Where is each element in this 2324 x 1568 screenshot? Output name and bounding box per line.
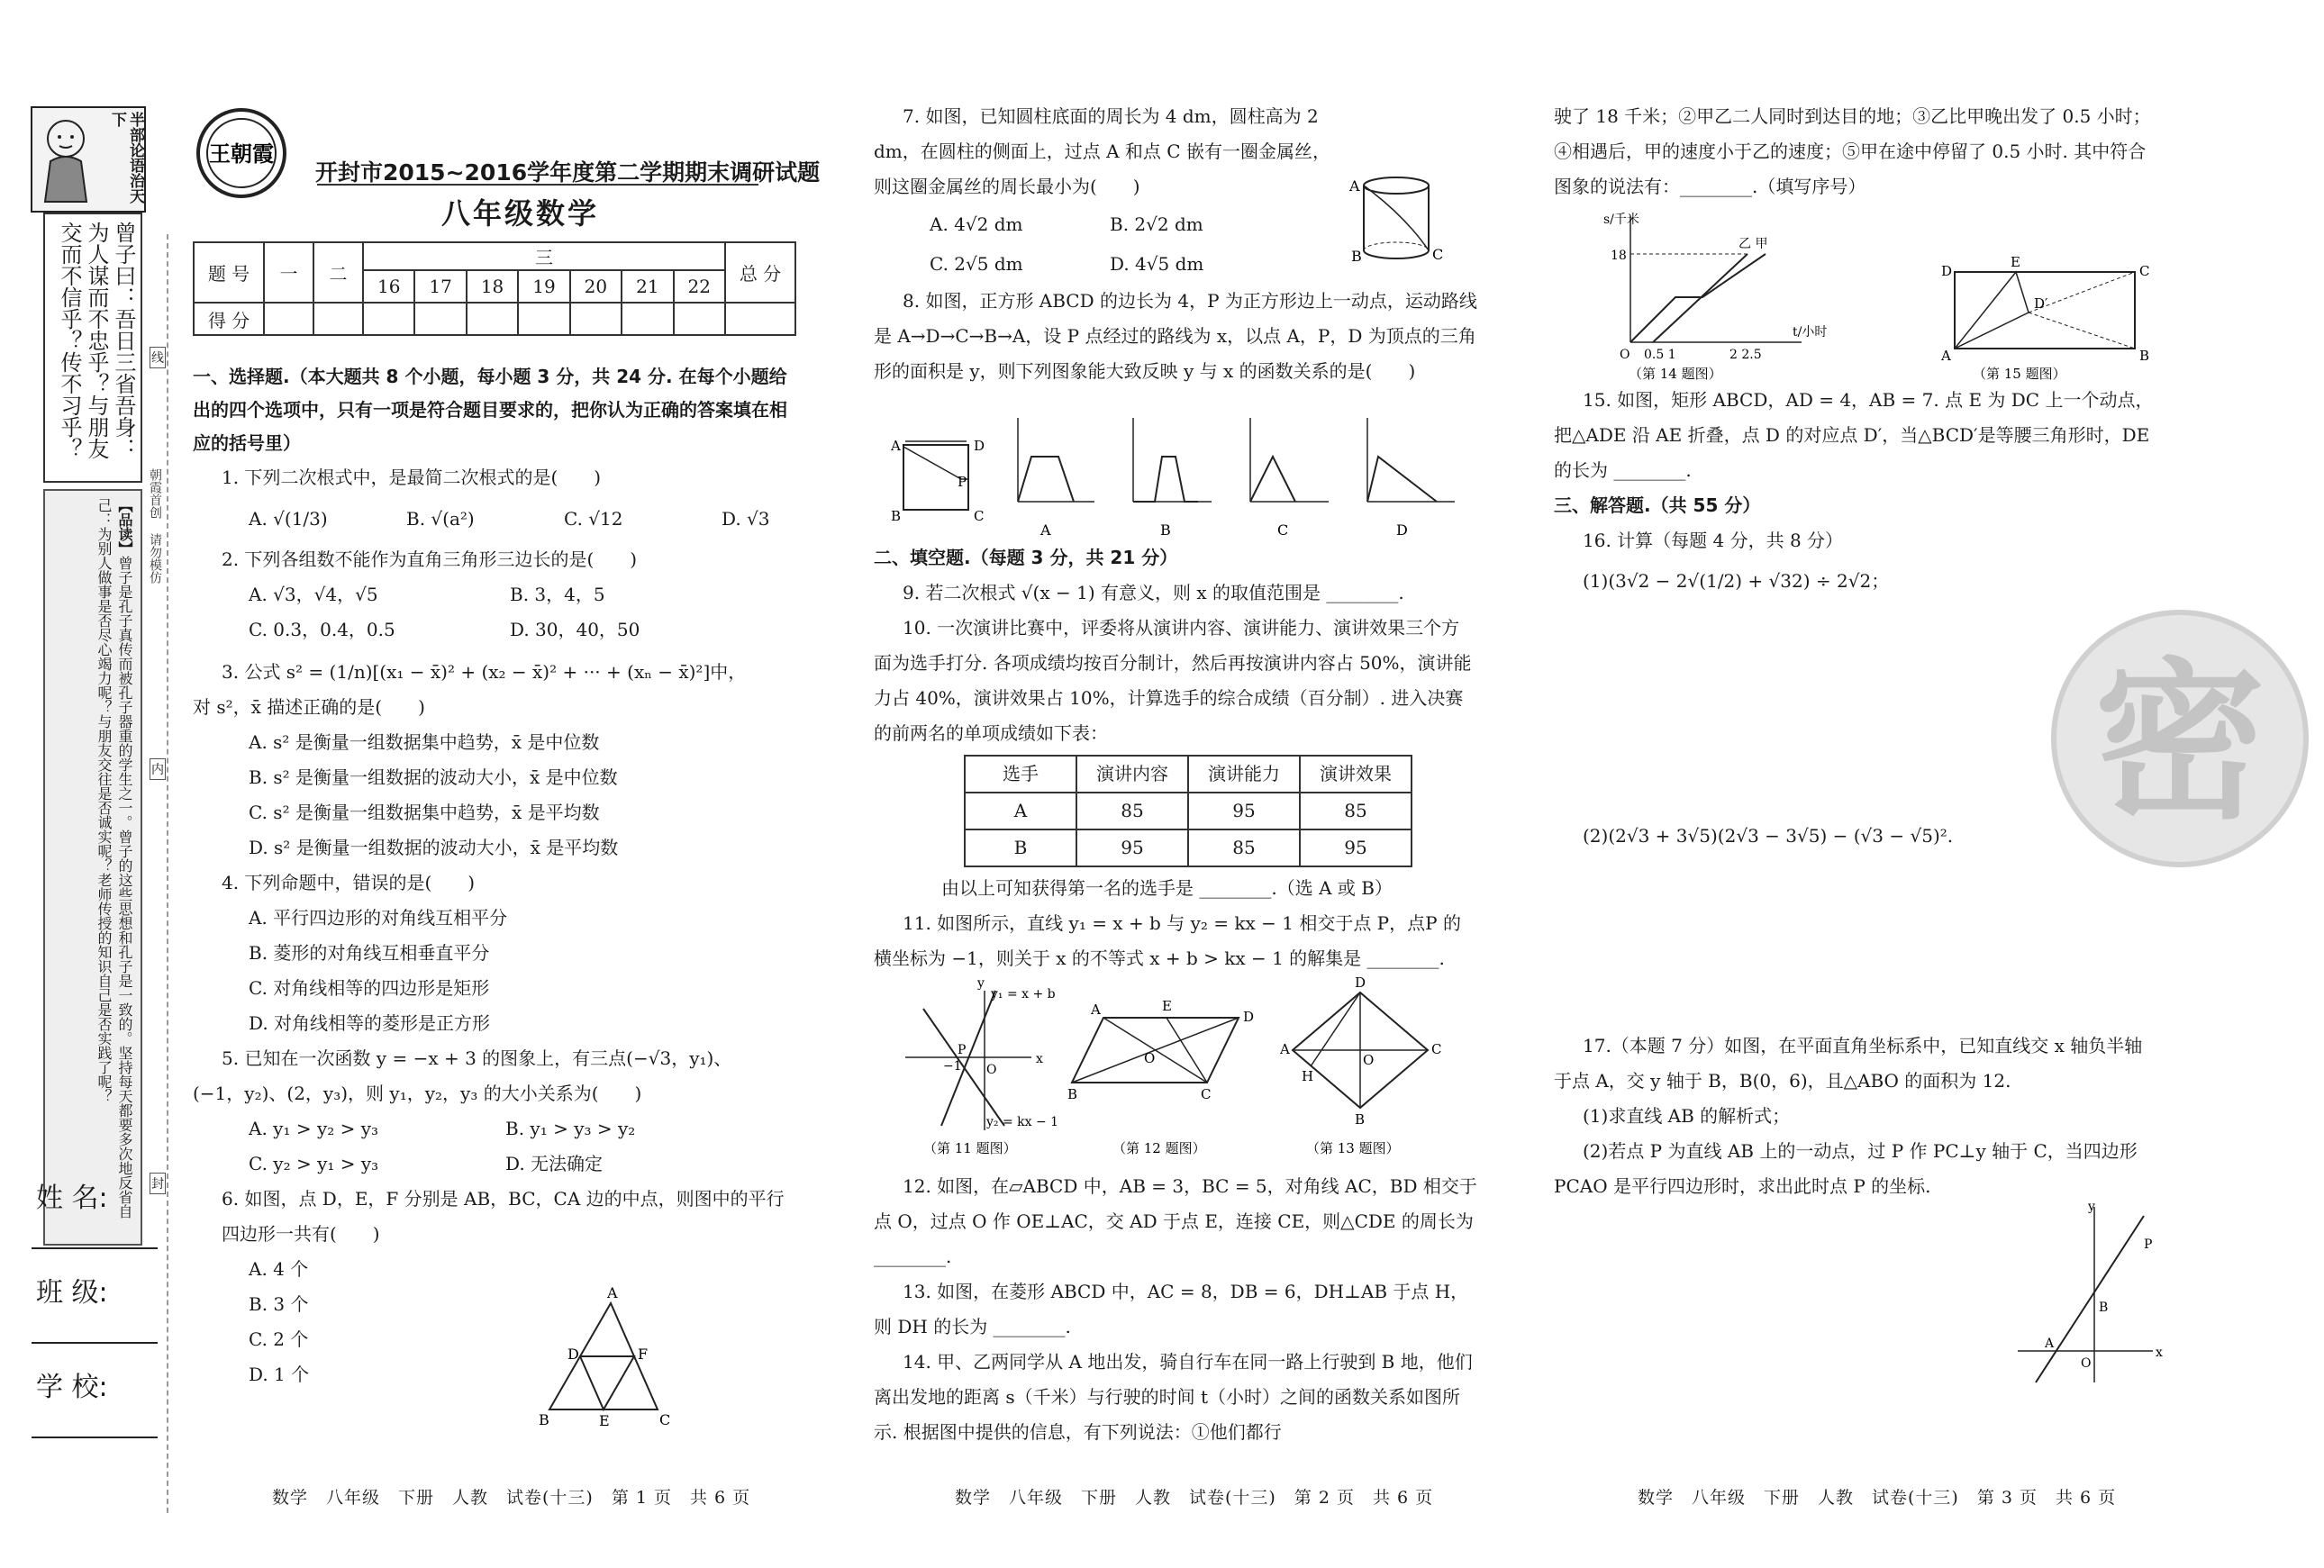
q8: 8. 如图，正方形 ABCD 的边长为 4，P 为正方形边上一动点，运动路线是 A→D→C→B→A，设 P 点经过的路线为 x，以点 A，P，D 为顶点的三角形的面积是 y，则下列图象能大致反映 y 与 x 的函数关系的是( ) [874, 290, 1477, 382]
svg-text:C: C [2139, 263, 2150, 279]
svg-text:D: D [1243, 1009, 1255, 1025]
binding-line [167, 234, 168, 1513]
svg-text:x: x [1036, 1052, 1043, 1066]
svg-text:A: A [1349, 177, 1360, 195]
score-row-label: 得 分 [194, 303, 264, 335]
score-cell[interactable] [725, 303, 795, 335]
q14-continued: 驶了 18 千米；②甲乙二人同时到达目的地；③乙比甲晚出发了 0.5 小时；④相遇后，甲的速度小于乙的速度；⑤甲在途中停留了 0.5 小时. 其中符合图象的说法有：________.（填写序号） [1554, 105, 2151, 197]
page1-column [193, 360, 796, 1392]
q1-option: B. √(a²) [406, 507, 475, 530]
in-mark: 内 [150, 758, 166, 780]
zengzi-quote-box [43, 213, 142, 483]
q1-option: C. √12 [564, 507, 623, 530]
q5-continued: (−1，y₂)、(2，y₃)，则 y₁，y₂，y₃ 的大小关系为( ) [193, 1083, 642, 1104]
page3-column [1554, 99, 2157, 204]
svg-text:P: P [958, 474, 967, 490]
q9: 9. 若二次根式 √(x − 1) 有意义，则 x 的取值范围是 ________. [903, 582, 1404, 603]
q2-option: C. 0.3，0.4，0.5 [249, 619, 395, 640]
page2-lower [874, 1169, 1477, 1450]
svg-text:A: A [1280, 1041, 1290, 1057]
svg-text:y₁ = x + b: y₁ = x + b [991, 987, 1056, 1002]
name-field[interactable] [32, 1247, 158, 1249]
zengzi-quote: 曾子曰：吾日三省吾身：为人谋而不忠乎？与朋友交而不信乎？传不习乎？ [57, 222, 136, 459]
svg-text:B: B [1067, 1086, 1078, 1102]
q5: 5. 已知在一次函数 y = −x + 3 的图象上，有三点(−√3，y₁)、 [222, 1047, 732, 1069]
q5-option: C. y₂ > y₁ > y₃ [249, 1153, 379, 1174]
section-1-heading: 一、选择题.（本大题共 8 个小题，每小题 3 分，共 24 分. 在每个小题给出的四个选项中，只有一项是符合题目要求的，把你认为正确的答案填在相应的括号里） [193, 366, 787, 454]
q16-part2: (2)(2√3 + 3√5)(2√3 − 3√5) − (√3 − √5)². [1583, 825, 1954, 847]
svg-text:O: O [1144, 1050, 1156, 1066]
svg-text:A: A [1941, 348, 1951, 364]
svg-text:A: A [891, 438, 901, 454]
graph-option-D [1367, 418, 1455, 539]
q1-option: A. √(1/3) [249, 507, 328, 530]
score-cell[interactable] [264, 303, 313, 335]
q14-15-figures [1603, 207, 2180, 383]
line-mark: 线 [150, 347, 166, 368]
q4: 4. 下列命题中，错误的是( ) [222, 872, 476, 893]
q10-score-table [964, 755, 1412, 867]
page1-footer: 数学 八年级 下册 人教 试卷(十三) 第 1 页 共 6 页 [272, 1488, 751, 1508]
feng-mark: 封 [150, 1173, 166, 1194]
score-q18: 18 [467, 270, 518, 303]
page2-footer: 数学 八年级 下册 人教 试卷(十三) 第 2 页 共 6 页 [955, 1488, 1434, 1508]
brand-logo [187, 104, 313, 203]
q7-option: C. 2√5 dm [930, 253, 1023, 275]
q1: 1. 下列二次根式中，是最简二次根式的是( ) [222, 467, 602, 488]
fig11 [905, 976, 1058, 1156]
q10-cell: 95 [1076, 829, 1188, 866]
caption-12: （第 12 题图） [1112, 1140, 1206, 1156]
q6-option: D. 1 个 [249, 1364, 310, 1385]
q10-header: 演讲效果 [1300, 756, 1412, 793]
exam-title: 开封市2015~2016学年度第二学期期末调研试题 [315, 159, 821, 186]
q17: 17.（本题 7 分）如图，在平面直角坐标系中，已知直线交 x 轴负半轴于点 A，交 y 轴于 B，B(0，6)，且△ABO 的面积为 12. [1554, 1035, 2143, 1092]
sidebar-header [31, 106, 146, 213]
svg-text:A: A [1040, 521, 1051, 539]
svg-text:P: P [2144, 1237, 2153, 1252]
score-cell[interactable] [313, 303, 363, 335]
svg-text:O: O [986, 1063, 997, 1077]
score-cell[interactable] [518, 303, 569, 335]
q17-part2: (2)若点 P 为直线 AB 上的一动点，过 P 作 PC⊥y 轴于 C，当四边形 PCAO 是平行四边形时，求出此时点 P 的坐标. [1554, 1140, 2138, 1197]
fig12 [1067, 998, 1254, 1156]
q10-cell: B [965, 829, 1076, 866]
q17-coordinate-figure [2009, 1198, 2166, 1391]
q2-option: B. 3，4，5 [510, 584, 605, 605]
svg-text:D: D [1355, 974, 1366, 991]
q10-cell: 85 [1188, 829, 1300, 866]
svg-text:C: C [659, 1411, 671, 1428]
fig13 [1279, 974, 1441, 1156]
svg-text:y₂ = kx − 1: y₂ = kx − 1 [986, 1115, 1059, 1129]
q7-option: A. 4√2 dm [930, 213, 1023, 235]
q5-option: A. y₁ > y₂ > y₃ [249, 1118, 379, 1139]
q4-option: C. 对角线相等的四边形是矩形 [249, 977, 490, 999]
brand-note: 朝霞首创 请勿模仿 [148, 468, 162, 584]
svg-text:P: P [958, 1043, 967, 1057]
subject-title: 八年级数学 [441, 196, 600, 231]
school-label: 学 校: [36, 1372, 108, 1403]
svg-text:B: B [2139, 348, 2150, 364]
score-header-3: 三 [363, 242, 725, 270]
q3-option: D. s² 是衡量一组数据的波动大小，x̄ 是平均数 [249, 837, 619, 858]
q7-options [874, 204, 1342, 284]
caption-14: （第 14 题图） [1629, 366, 1722, 382]
q2-option: A. √3，√4，√5 [249, 584, 378, 605]
fig14 [1603, 212, 1827, 382]
q10-cell: 85 [1076, 793, 1188, 829]
q3-continued: 对 s²，x̄ 描述正确的是( ) [193, 696, 425, 718]
svg-text:s/千米: s/千米 [1603, 213, 1639, 227]
q13: 13. 如图，在菱形 ABCD 中，AC = 8，DB = 6，DH⊥AB 于点 H，则 DH 的长为 ________. [874, 1281, 1469, 1337]
score-q19: 19 [518, 270, 569, 303]
svg-text:D: D [1941, 263, 1953, 279]
q7-cylinder-figure [1342, 171, 1468, 270]
score-q16: 16 [363, 270, 414, 303]
q3: 3. 公式 s² = (1/n)[(x₁ − x̄)² + (x₂ − x̄)² + ··· + (xₙ − x̄)²]中， [222, 661, 747, 683]
graph-option-C [1250, 418, 1329, 539]
svg-text:B: B [1355, 1111, 1366, 1128]
score-cell[interactable] [467, 303, 518, 335]
logo-text: 王朝霞 [209, 140, 274, 167]
svg-text:x: x [2156, 1346, 2163, 1360]
q16: 16. 计算（每题 4 分，共 8 分） [1583, 530, 1844, 551]
q1-options [193, 495, 796, 542]
score-header-qno: 题 号 [194, 242, 264, 303]
q10: 10. 一次演讲比赛中，评委将从演讲内容、演讲能力、演讲效果三个方面为选手打分. 各项成绩均按百分制计，然后再按演讲内容占 50%，演讲能力占 40%，演讲效果占 10%，计算选手的综合成绩（百分制）. 进入决赛的前两名的单项成绩如下表： [874, 617, 1472, 744]
q6-triangle-figure [531, 1283, 671, 1432]
svg-text:y: y [977, 976, 985, 991]
secret-stamp [2036, 603, 2266, 874]
q6-option: A. 4 个 [249, 1258, 309, 1280]
svg-text:E: E [599, 1412, 610, 1429]
svg-text:B: B [2099, 1301, 2109, 1315]
q4-option: B. 菱形的对角线互相垂直平分 [249, 942, 490, 964]
pindu-label: 【品读】 [116, 498, 133, 556]
q3-option: B. s² 是衡量一组数据的波动大小，x̄ 是中位数 [249, 766, 618, 788]
page2-fill-in [874, 540, 1477, 976]
q16-part1: (1)(3√2 − 2√(1/2) + √32) ÷ 2√2； [1583, 570, 1890, 592]
fig15 [1940, 254, 2149, 382]
section-2-heading: 二、填空题.（每题 3 分，共 21 分） [874, 547, 1178, 568]
svg-text:E: E [2011, 254, 2020, 270]
svg-text:A: A [1091, 1002, 1101, 1018]
score-header-2: 二 [313, 242, 363, 303]
svg-text:A: A [607, 1284, 618, 1301]
caption-13: （第 13 题图） [1306, 1140, 1400, 1156]
svg-text:E: E [1162, 998, 1172, 1014]
score-table [193, 241, 796, 336]
svg-text:−1: −1 [943, 1059, 962, 1074]
svg-text:H: H [1302, 1068, 1314, 1084]
graph-option-B [1133, 418, 1212, 539]
svg-text:O: O [1620, 348, 1630, 362]
sidebar-brand: 半部论语治天下 [108, 112, 144, 204]
pindu-text: 曾子是孔子真传而被孔子器重的学生之一。曾子的这些思想和孔子是一致的。坚持每天都要多次地反省自己：为别人做事是否尽心竭力呢？与朋友交往是否诚实呢？老师传授的知识自己是否实践了呢？ [95, 498, 133, 1219]
svg-text:C: C [974, 508, 985, 524]
q10-question: 由以上可知获得第一名的选手是 ________.（选 A 或 B） [941, 877, 1393, 899]
svg-text:B: B [1351, 248, 1362, 265]
score-cell[interactable] [363, 303, 414, 335]
svg-text:y: y [2088, 1200, 2095, 1214]
svg-text:F: F [638, 1346, 649, 1363]
graph-option-A [1018, 418, 1094, 539]
svg-text:t/小时: t/小时 [1793, 325, 1828, 340]
q1-option: D. √3 [722, 507, 770, 530]
stamp-text: 密 [2093, 641, 2266, 842]
svg-text:C: C [1432, 246, 1444, 263]
q11-13-figures [887, 973, 1482, 1166]
score-q17: 17 [414, 270, 466, 303]
score-cell[interactable] [570, 303, 622, 335]
svg-text:O: O [2081, 1356, 2092, 1371]
q17-part1: (1)求直线 AB 的解析式； [1583, 1105, 1791, 1127]
q2-option: D. 30，40，50 [510, 619, 640, 640]
class-label: 班 级: [36, 1277, 108, 1309]
page3-footer: 数学 八年级 下册 人教 试卷(十三) 第 3 页 共 6 页 [1638, 1488, 2117, 1508]
q10-header: 选手 [965, 756, 1076, 793]
q2: 2. 下列各组数不能作为直角三角形三边长的是( ) [222, 548, 638, 570]
q4-option: D. 对角线相等的菱形是正方形 [249, 1012, 491, 1034]
score-q20: 20 [570, 270, 622, 303]
q5-option: D. 无法确定 [505, 1153, 604, 1174]
q4-option: A. 平行四边形的对角线互相平分 [249, 907, 508, 929]
q2-options [193, 577, 796, 648]
svg-text:D: D [567, 1346, 579, 1363]
school-field[interactable] [32, 1437, 158, 1438]
q15: 15. 如图，矩形 ABCD，AD = 4，AB = 7. 点 E 为 DC 上一个动点，把△ADE 沿 AE 折叠，点 D 的对应点 D′，当△BCD′是等腰三角形时，DE 的长为 ________. [1554, 389, 2154, 481]
svg-text:C: C [1431, 1041, 1442, 1057]
score-q21: 21 [622, 270, 673, 303]
q6-option: C. 2 个 [249, 1328, 309, 1350]
q6-option: B. 3 个 [249, 1293, 309, 1315]
svg-text:乙 甲: 乙 甲 [1738, 237, 1768, 251]
svg-text:A: A [2045, 1337, 2055, 1351]
q7-option: B. 2√2 dm [1110, 213, 1203, 235]
score-cell[interactable] [622, 303, 673, 335]
q12: 12. 如图，在▱ABCD 中，AB = 3，BC = 5，对角线 AC，BD 相交于点 O，过点 O 作 OE⊥AC，交 AD 于点 E，连接 CE，则△CDE 的周长为 ________. [874, 1175, 1477, 1267]
q10-cell: 85 [1300, 793, 1412, 829]
svg-text:B: B [891, 508, 902, 524]
title-rule [317, 184, 758, 186]
caption-15: （第 15 题图） [1973, 366, 2066, 382]
svg-text:C: C [1277, 521, 1289, 539]
q8-graphs-figure [878, 407, 1491, 542]
q14: 14. 甲、乙两同学从 A 地出发，骑自行车在同一路上行驶到 B 地，他们离出发地的距离 s（千米）与行驶的时间 t（小时）之间的函数关系如图所示. 根据图中提供的信息，有下列说法：①他们都行 [874, 1351, 1473, 1443]
svg-text:18: 18 [1611, 249, 1627, 263]
name-label: 姓 名: [36, 1183, 108, 1214]
svg-text:B: B [539, 1411, 549, 1428]
score-header-total: 总 分 [725, 242, 795, 303]
score-cell[interactable] [414, 303, 466, 335]
svg-text:D′: D′ [2034, 295, 2048, 312]
class-field[interactable] [32, 1342, 158, 1344]
q6: 6. 如图，点 D，E，F 分别是 AB，BC，CA 边的中点，则图中的平行四边形一共有( ) [222, 1188, 785, 1245]
page3-lower [1554, 1029, 2157, 1204]
pindu-box [43, 489, 142, 1246]
q5-options [193, 1111, 796, 1182]
q10-header: 演讲内容 [1076, 756, 1188, 793]
q7-option: D. 4√5 dm [1110, 253, 1204, 275]
q10-header: 演讲能力 [1188, 756, 1300, 793]
svg-text:B: B [1160, 521, 1171, 539]
q5-option: B. y₁ > y₃ > y₂ [505, 1118, 636, 1139]
svg-text:2 2.5: 2 2.5 [1729, 348, 1762, 362]
svg-text:C: C [1201, 1086, 1212, 1102]
q3-option: A. s² 是衡量一组数据集中趋势，x̄ 是中位数 [249, 731, 600, 753]
svg-text:D: D [1396, 521, 1408, 539]
q3-option: C. s² 是衡量一组数据集中趋势，x̄ 是平均数 [249, 802, 600, 823]
score-header-1: 一 [264, 242, 313, 303]
svg-text:0.5 1: 0.5 1 [1644, 348, 1676, 362]
score-cell[interactable] [674, 303, 725, 335]
q10-cell: 95 [1188, 793, 1300, 829]
caption-11: （第 11 题图） [923, 1140, 1017, 1156]
scholar-illustration [34, 112, 97, 211]
svg-text:O: O [1363, 1052, 1375, 1068]
section-3-heading: 三、解答题.（共 55 分） [1554, 494, 1761, 516]
score-q22: 22 [674, 270, 725, 303]
q10-cell: 95 [1300, 829, 1412, 866]
svg-text:D: D [974, 438, 985, 454]
q10-cell: A [965, 793, 1076, 829]
q7: 7. 如图，已知圆柱底面的周长为 4 dm，圆柱高为 2 dm，在圆柱的侧面上，过点 A 和点 C 嵌有一圈金属丝，则这圈金属丝的周长最小为( ) [874, 105, 1330, 197]
q11: 11. 如图所示，直线 y₁ = x + b 与 y₂ = kx − 1 相交于点 P，点P 的横坐标为 −1，则关于 x 的不等式 x + b > kx − 1 的解集是 ________. [874, 912, 1461, 969]
